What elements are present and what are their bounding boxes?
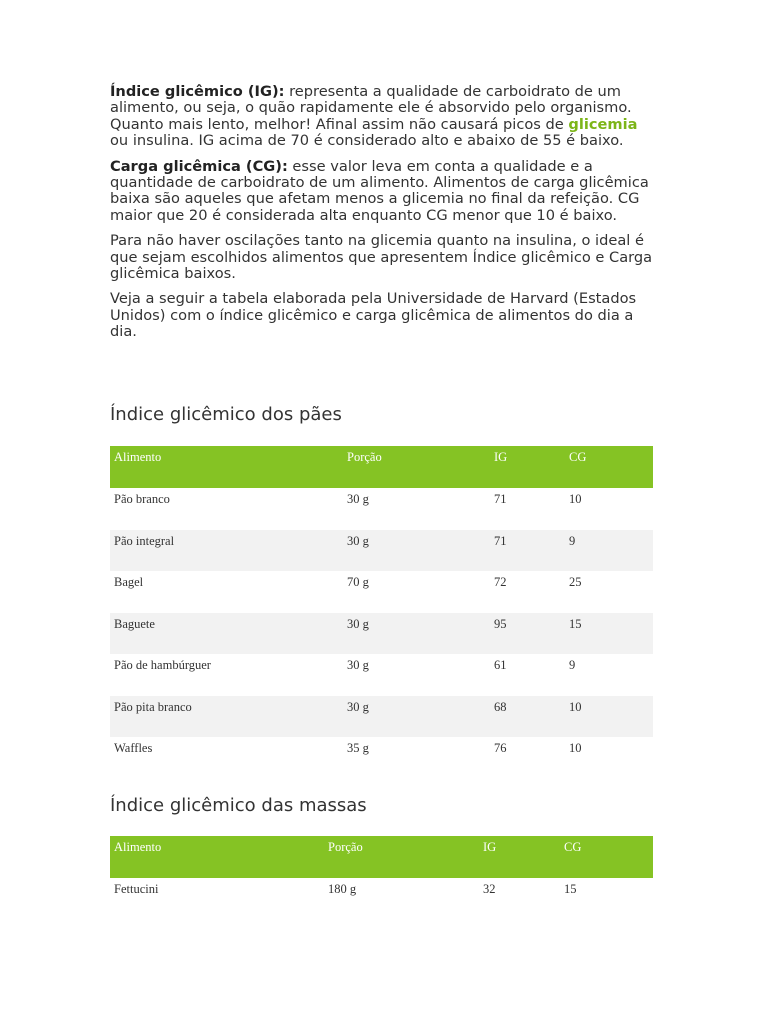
cell-porcao: 180 g — [328, 882, 357, 896]
cell-cg: 15 — [565, 613, 653, 655]
header-ig: IG — [490, 446, 565, 488]
header-porcao: Porção — [324, 836, 479, 878]
cell-ig: 68 — [490, 696, 565, 738]
ig-text-a: representa a qualidade de carboidrato de um alimento, ou seja, o quão rapidamente ele é absorvido pelo organismo. Quanto mais lento, melhor! Afinal assim não causará picos de — [110, 83, 632, 133]
glicemia-link[interactable]: glicemia — [568, 115, 638, 133]
table-header-row — [110, 836, 653, 878]
cell-cg: 10 — [565, 696, 653, 738]
ig-term: Índice glicêmico (IG): — [110, 83, 285, 100]
cell-porcao: 30 g — [347, 658, 369, 672]
cell-ig: 95 — [490, 613, 565, 655]
table-row — [110, 737, 653, 779]
header-porcao: Porção — [343, 446, 490, 488]
table-row — [110, 488, 653, 530]
cell-ig: 61 — [494, 658, 507, 672]
table-paes — [110, 446, 653, 779]
cell-cg: 15 — [564, 882, 577, 896]
cg-definition — [110, 159, 658, 225]
cell-alimento: Waffles — [114, 741, 153, 755]
cell-cg: 9 — [569, 658, 576, 672]
cell-ig: 71 — [490, 530, 565, 572]
cell-alimento: Pão branco — [114, 492, 170, 506]
article-body — [110, 84, 658, 350]
table-row — [110, 571, 653, 613]
cell-ig: 71 — [494, 492, 507, 506]
cg-term: Carga glicêmica (CG): — [110, 157, 288, 175]
cell-porcao: 30 g — [343, 613, 490, 655]
cell-porcao: 35 g — [347, 741, 369, 755]
cell-alimento: Baguete — [110, 613, 343, 655]
table-header-row — [110, 446, 653, 488]
cell-alimento: Pão integral — [110, 530, 343, 572]
table-row — [110, 696, 653, 738]
cell-alimento: Bagel — [114, 575, 144, 589]
cell-ig: 76 — [494, 741, 507, 755]
header-alimento: Alimento — [110, 446, 343, 488]
cell-alimento: Pão de hambúrguer — [114, 658, 211, 672]
cell-porcao: 70 g — [347, 575, 369, 589]
header-cg: CG — [560, 836, 653, 878]
table-row — [110, 530, 653, 572]
header-ig: IG — [479, 836, 560, 878]
cell-alimento: Pão pita branco — [110, 696, 343, 738]
cell-cg: 10 — [569, 492, 582, 506]
ig-text-b: ou insulina. IG acima de 70 é considerado alto e abaixo de 55 é baixo. — [110, 132, 624, 150]
cell-porcao: 30 g — [343, 530, 490, 572]
ig-definition — [110, 84, 658, 150]
header-cg: CG — [565, 446, 653, 488]
harvard-table-intro: Veja a seguir a tabela elaborada pela Universidade de Harvard (Estados Unidos) com o índice glicêmico e carga glicêmica de alimentos do dia a dia. — [110, 290, 637, 341]
section-title-paes: Índice glicêmico dos pães — [110, 404, 342, 425]
table-row — [110, 613, 653, 655]
cell-porcao: 30 g — [343, 696, 490, 738]
cell-porcao: 30 g — [347, 492, 369, 506]
cell-ig: 32 — [483, 882, 496, 896]
header-alimento: Alimento — [110, 836, 324, 878]
section-title-massas: Índice glicêmico das massas — [110, 795, 367, 816]
cg-text: esse valor leva em conta a qualidade e a quantidade de carboidrato de um alimento. Alimentos de carga glicêmica baixa são aqueles que afetam menos a glicemia no final da refeição. CG maior que 20 é considerada alta enquanto CG menor que 10 é baixo. — [110, 157, 649, 224]
recommendation-paragraph: Para não haver oscilações tanto na glicemia quanto na insulina, o ideal é que sejam escolhidos alimentos que apresentem Índice glicêmico e Carga glicêmica baixos. — [110, 232, 653, 283]
cell-ig: 72 — [494, 575, 507, 589]
table-row — [110, 878, 653, 920]
cell-alimento: Fettucini — [114, 882, 159, 896]
table-massas — [110, 836, 653, 920]
table-row — [110, 654, 653, 696]
cell-cg: 10 — [569, 741, 582, 755]
cell-cg: 25 — [569, 575, 582, 589]
cell-cg: 9 — [565, 530, 653, 572]
